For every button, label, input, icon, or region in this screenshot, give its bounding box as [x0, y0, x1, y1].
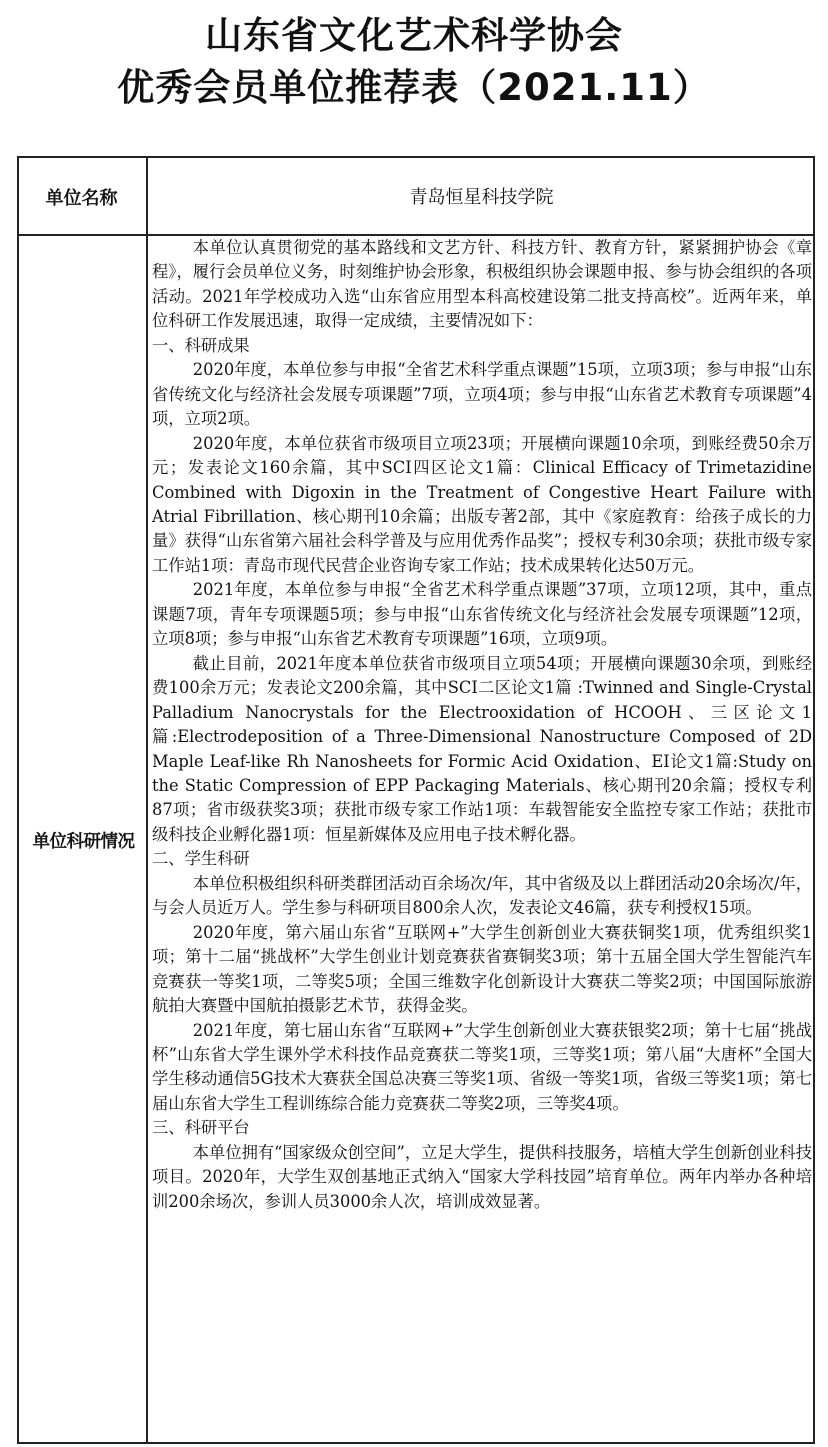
paragraph: 本单位积极组织科研类群团活动百余场次/年，其中省级及以上群团活动20余场次/年，与会人员近万人。学生参与科研项目800余人次，发表论文46篇，获专利授权15项。 [152, 873, 812, 918]
section-heading-student-research: 二、学生科研 [152, 849, 250, 869]
document-title-line1: 山东省文化艺术科学协会 [205, 14, 623, 57]
paragraph: 2021年度，第七届山东省“互联网+”大学生创新创业大赛获银奖2项；第十七届“挑战杯”山东省大学生课外学术科技作品竞赛获二等奖1项，三等奖1项；第八届“大唐杯”全国大学生移动通信5G技术大赛获全国总决赛三等奖1项、省级一等奖1项，省级三等奖1项；第七届山东省大学生工程训练综合能力竞赛获二等奖2项，三等奖4项。 [152, 1020, 812, 1113]
paragraph-intro: 本单位认真贯彻党的基本路线和文艺方针、科技方针、教育方针，紧紧拥护协会《章程》，履行会员单位义务，时刻维护协会形象，积极组织协会课题申报、参与协会组织的各项活动。2021年学校成功入选“山东省应用型本科高校建设第二批支持高校”。近两年来，单位科研工作发展迅速，取得一定成绩，主要情况如下： [152, 238, 812, 331]
paragraph: 2021年度，本单位参与申报“全省艺术科学重点课题”37项，立项12项，其中，重点课题7项，青年专项课题5项；参与申报“山东省传统文化与经济社会发展专项课题”12项，立项8项；参与申报“山东省艺术教育专项课题”16项，立项9项。 [152, 580, 812, 649]
section-heading-research-results: 一、科研成果 [152, 335, 250, 355]
unit-name-value: 青岛恒星科技学院 [409, 187, 554, 208]
paragraph: 2020年度，第六届山东省“互联网+”大学生创新创业大赛获铜奖1项，优秀组织奖1项；第十二届“挑战杯”大学生创业计划竞赛获省赛铜奖3项；第十五届全国大学生智能汽车竞赛获一等奖1项，二等奖5项；全国三维数字化创新设计大赛获二等奖2项；中国国际旅游航拍大赛暨中国航拍摄影艺术节，获得金奖。 [152, 922, 812, 1016]
document-title-line2: 优秀会员单位推荐表（2021.11） [117, 66, 711, 109]
paragraph: 本单位拥有“国家级众创空间”，立足大学生，提供科技服务，培植大学生创新创业科技项目。2020年，大学生双创基地正式纳入“国家大学科技园”培育单位。两年内举办各种培训200余场次，参训人员3000余人次，培训成效显著。 [152, 1142, 812, 1211]
table-column-divider [146, 156, 148, 1444]
paragraph: 2020年度，本单位参与申报“全省艺术科学重点课题”15项，立项3项；参与申报“山东省传统文化与经济社会发展专项课题”7项，立项4项；参与申报“山东省艺术教育专项课题”4项，立项2项。 [152, 360, 812, 429]
research-status-content [152, 236, 812, 1214]
unit-name-label: 单位名称 [45, 188, 118, 209]
paragraph: 截止目前，2021年度本单位获省市级项目立项54项；开展横向课题30余项，到账经费100余万元；发表论文200余篇，其中SCI二区论文1篇 :Twinned and Single-Crystal Palladium Nanocrystals for the Electrooxidation of HCOOH、三区论文1篇:Electrodeposition of a Three-Dimensional Nanostructure Composed of 2D Maple Leaf-like Rh Nanosheets for Formic Acid Oxidation、EI论文1篇:Study on the Static Compression of EPP Packaging Materials、核心期刊20余篇；授权专利87项；省市级获奖3项；获批市级专家工作站1项：车载智能安全监控专家工作站；获批市级科技企业孵化器1项：恒星新媒体及应用电子技术孵化器。 [152, 653, 812, 844]
paragraph: 2020年度，本单位获省市级项目立项23项；开展横向课题10余项，到账经费50余万元；发表论文160余篇，其中SCI四区论文1篇：Clinical Efficacy of Trimetazidine Combined with Digoxin in the Treatment of Congestive Heart Failure with Atrial Fibrillation、核心期刊10余篇；出版专著2部，其中《家庭教育：给孩子成长的力量》获得“山东省第六届社会科学普及与应用优秀作品奖”；授权专利30余项；获批市级专家工作站1项：青岛市现代民营企业咨询专家工作站；技术成果转化达50万元。 [152, 433, 812, 575]
research-status-label: 单位科研情况 [32, 832, 135, 852]
section-heading-research-platform: 三、科研平台 [152, 1118, 250, 1138]
